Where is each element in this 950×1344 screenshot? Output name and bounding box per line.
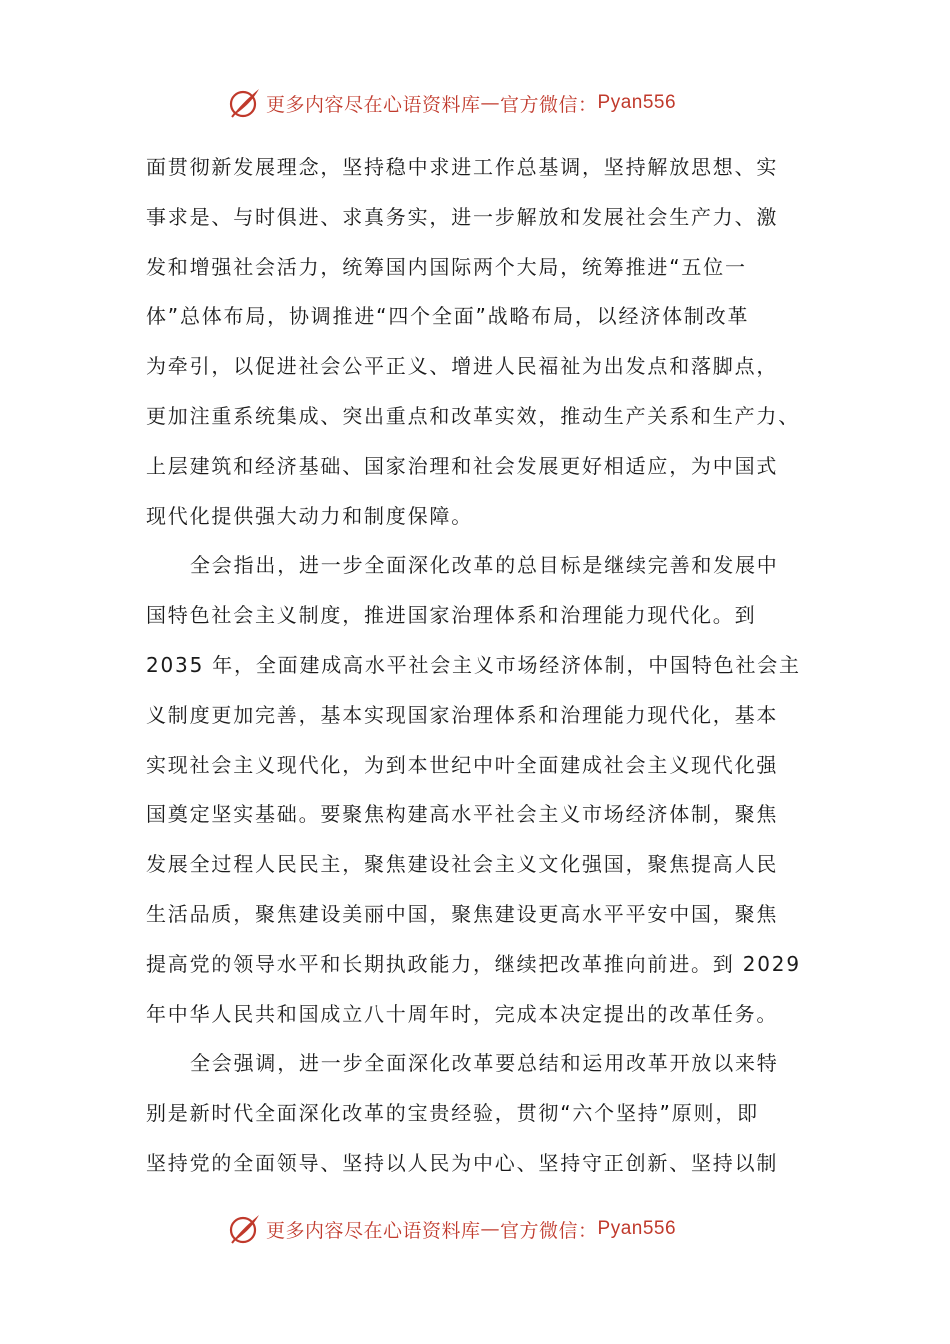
text-line: 更加注重系统集成、突出重点和改革实效，推动生产关系和生产力、 (146, 403, 800, 428)
text-line: 坚持党的全面领导、坚持以人民为中心、坚持守正创新、坚持以制 (146, 1150, 779, 1175)
banner-wechat-id: Pyan556 (597, 92, 677, 113)
banner-separator: — (480, 1218, 501, 1240)
text-line: 发和增强社会活力，统筹国内国际两个大局，统筹推进“五位一 (146, 254, 747, 279)
text-line: 国特色社会主义制度，推进国家治理体系和治理能力现代化。到 (146, 603, 757, 628)
banner-wechat-id: Pyan556 (597, 1218, 677, 1239)
banner-wechat-label: 官方微信： (500, 93, 598, 116)
quill-logo-icon (228, 86, 262, 120)
banner-brand-text: 更多内容尽在心语资料库 (266, 1219, 481, 1242)
text-line: 上层建筑和经济基础、国家治理和社会发展更好相适应，为中国式 (146, 453, 779, 478)
text-line: 为牵引，以促进社会公平正义、增进人民福祉为出发点和落脚点， (146, 354, 779, 379)
text-line: 体”总体布局，协调推进“四个全面”战略布局，以经济体制改革 (146, 304, 750, 329)
text-line: 生活品质，聚焦建设美丽中国，聚焦建设更高水平平安中国，聚焦 (146, 901, 779, 926)
text-line: 年中华人民共和国成立八十周年时，完成本决定提出的改革任务。 (146, 1001, 779, 1026)
text-line: 全会指出，进一步全面深化改革的总目标是继续完善和发展中 (190, 553, 779, 578)
text-line: 面贯彻新发展理念，坚持稳中求进工作总基调，坚持解放思想、实 (146, 155, 779, 179)
document-body (146, 143, 808, 1189)
text-line: 实现社会主义现代化，为到本世纪中叶全面建成社会主义现代化强 (146, 752, 779, 777)
text-line: 全会强调，进一步全面深化改革要总结和运用改革开放以来特 (190, 1051, 779, 1076)
banner-separator: — (480, 92, 501, 114)
text-line: 事求是、与时俱进、求真务实，进一步解放和发展社会生产力、激 (146, 204, 779, 229)
text-line: 别是新时代全面深化改革的宝贵经验，贯彻“六个坚持”原则，即 (146, 1101, 759, 1126)
text-line: 国奠定坚实基础。要聚焦构建高水平社会主义市场经济体制，聚焦 (146, 802, 779, 827)
banner-wechat-label: 官方微信： (500, 1219, 598, 1242)
text-line: 提高党的领导水平和长期执政能力，继续把改革推向前进。到 2029 (146, 951, 801, 976)
text-line: 现代化提供强大动力和制度保障。 (146, 503, 473, 528)
text-line: 发展全过程人民民主，聚焦建设社会主义文化强国，聚焦提高人民 (146, 852, 779, 877)
quill-logo-icon (228, 1212, 262, 1246)
banner-brand-text: 更多内容尽在心语资料库 (266, 93, 481, 116)
footer-banner (228, 1209, 748, 1249)
header-banner (228, 83, 748, 123)
text-line: 2035 年，全面建成高水平社会主义市场经济体制，中国特色社会主 (146, 652, 801, 677)
text-line: 义制度更加完善，基本实现国家治理体系和治理能力现代化，基本 (146, 702, 779, 727)
